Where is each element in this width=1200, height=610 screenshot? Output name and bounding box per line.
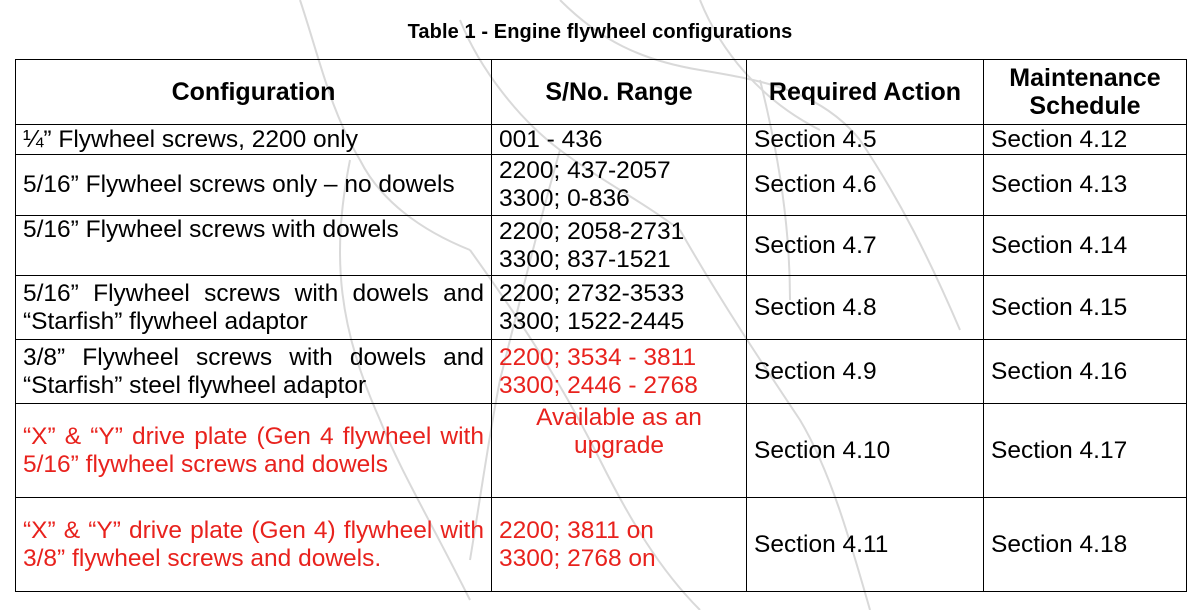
range-line: 2200; 2732-3533 bbox=[499, 279, 685, 307]
cell-schedule: Section 4.13 bbox=[984, 155, 1187, 216]
range-line: 2200; 437-2057 bbox=[499, 157, 671, 184]
cell-schedule: Section 4.18 bbox=[984, 498, 1187, 592]
cell-configuration: 5/16” Flywheel screws with dowels bbox=[16, 216, 492, 276]
table-header-row bbox=[16, 60, 1187, 125]
cell-schedule: Section 4.12 bbox=[984, 125, 1187, 155]
cell-action: Section 4.9 bbox=[747, 340, 984, 404]
range-line: 3300; 837-1521 bbox=[499, 245, 671, 273]
cell-action: Section 4.5 bbox=[747, 125, 984, 155]
cell-action: Section 4.8 bbox=[747, 276, 984, 340]
cell-range bbox=[492, 276, 747, 340]
cell-schedule: Section 4.16 bbox=[984, 340, 1187, 404]
cell-configuration: “X” & “Y” drive plate (Gen 4 flywheel with 5/16” flywheel screws and dowels bbox=[16, 404, 492, 498]
cell-schedule: Section 4.14 bbox=[984, 216, 1187, 276]
range-line: 3300; 2446 - 2768 bbox=[499, 371, 698, 399]
table-row bbox=[16, 276, 1187, 340]
header-schedule: Maintenance Schedule bbox=[984, 60, 1187, 125]
cell-schedule: Section 4.15 bbox=[984, 276, 1187, 340]
cell-configuration: “X” & “Y” drive plate (Gen 4) flywheel with 3/8” flywheel screws and dowels. bbox=[16, 498, 492, 592]
range-line: 3300; 2768 on bbox=[499, 544, 656, 572]
table-title: Table 1 - Engine flywheel configurations bbox=[407, 21, 793, 43]
header-configuration: Configuration bbox=[16, 60, 492, 125]
cell-configuration: 5/16” Flywheel screws only – no dowels bbox=[16, 155, 492, 216]
cell-range bbox=[492, 498, 747, 592]
header-range: S/No. Range bbox=[492, 60, 747, 125]
cell-action: Section 4.10 bbox=[747, 404, 984, 498]
table-row bbox=[16, 404, 1187, 498]
cell-range bbox=[492, 125, 747, 155]
range-line: upgrade bbox=[574, 432, 664, 459]
table-row bbox=[16, 155, 1187, 216]
range-line: 3300; 1522-2445 bbox=[499, 307, 685, 335]
header-action: Required Action bbox=[747, 60, 984, 125]
range-line: 3300; 0-836 bbox=[499, 185, 630, 212]
range-line: 2200; 3534 - 3811 bbox=[499, 343, 697, 371]
cell-configuration: ¼” Flywheel screws, 2200 only bbox=[16, 125, 492, 155]
cell-action: Section 4.7 bbox=[747, 216, 984, 276]
cell-configuration: 5/16” Flywheel screws with dowels and “Starfish” flywheel adaptor bbox=[16, 276, 492, 340]
cell-action: Section 4.6 bbox=[747, 155, 984, 216]
table-row bbox=[16, 498, 1187, 592]
cell-configuration: 3/8” Flywheel screws with dowels and “Starfish” steel flywheel adaptor bbox=[16, 340, 492, 404]
cell-range bbox=[492, 155, 747, 216]
cell-action: Section 4.11 bbox=[747, 498, 984, 592]
flywheel-configurations-table bbox=[15, 59, 1187, 592]
table-row bbox=[16, 340, 1187, 404]
range-line: 2200; 3811 on bbox=[499, 516, 654, 544]
range-line: 001 - 436 bbox=[499, 125, 603, 153]
cell-range bbox=[492, 216, 747, 276]
table-row bbox=[16, 216, 1187, 276]
cell-range bbox=[492, 340, 747, 404]
table-row bbox=[16, 125, 1187, 155]
range-line: 2200; 2058-2731 bbox=[499, 217, 685, 245]
range-line: Available as an bbox=[536, 404, 702, 431]
cell-schedule: Section 4.17 bbox=[984, 404, 1187, 498]
cell-range bbox=[492, 404, 747, 498]
